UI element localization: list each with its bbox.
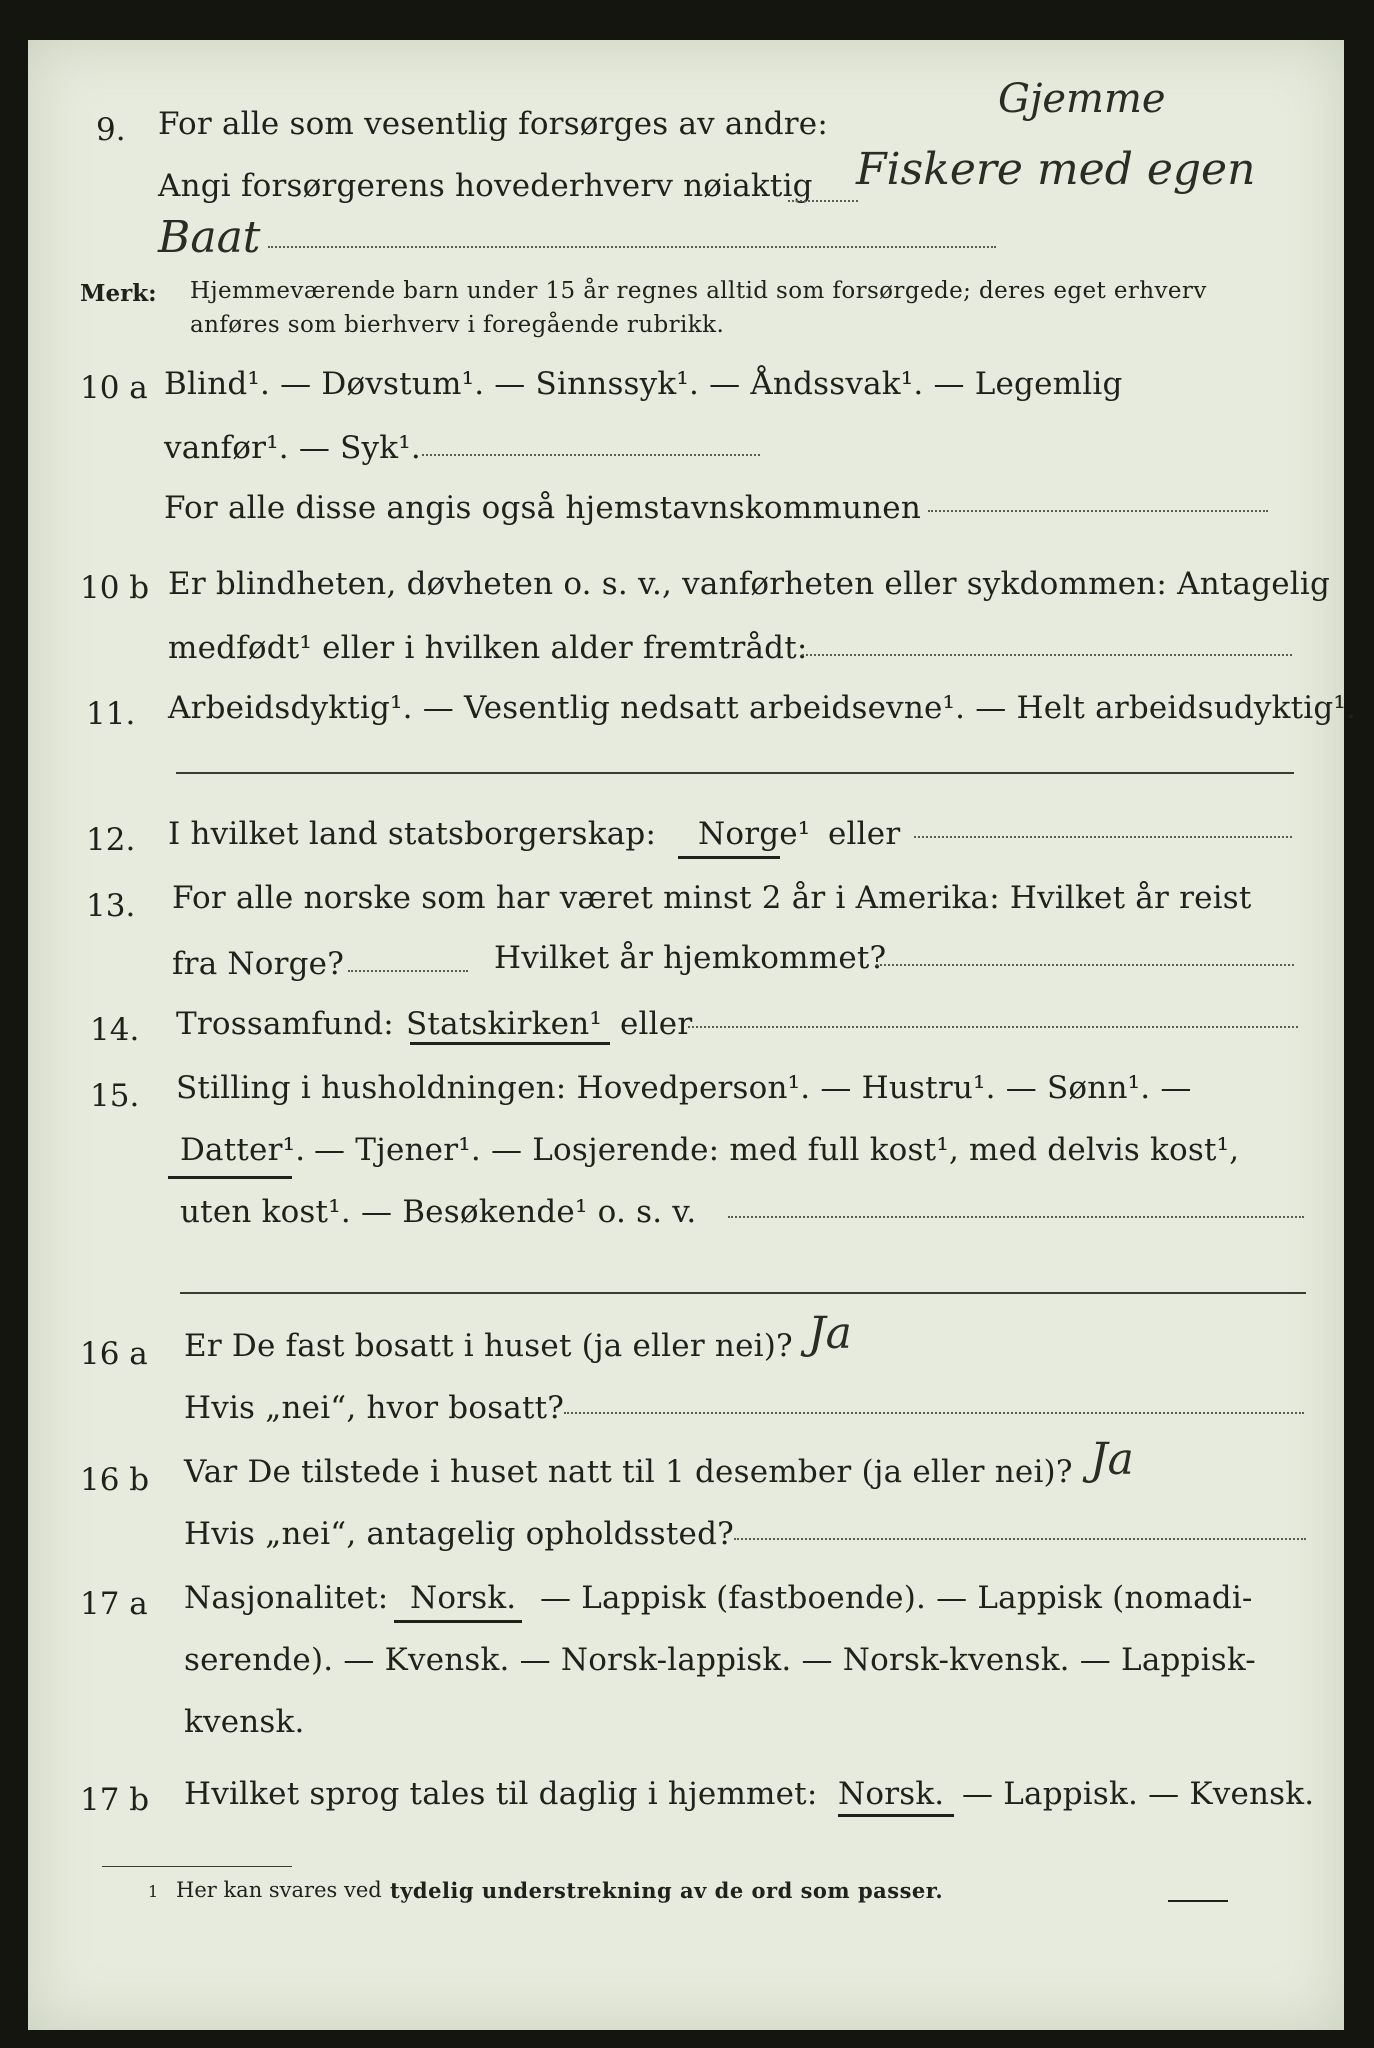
q14-answer-line xyxy=(688,1026,1298,1028)
merk-label: Merk: xyxy=(80,280,157,307)
q10a-answer-line xyxy=(422,454,760,456)
footnote-text-b-bold: tydelig understrekning av de ord som passer. xyxy=(390,1878,944,1903)
q14-suffix: eller xyxy=(620,1006,693,1042)
merk-line1: Hjemmeværende barn under 15 år regnes alltid som forsørgede; deres eget erhverv xyxy=(190,278,1207,304)
census-form-page xyxy=(28,40,1357,2030)
footnote-pen-mark xyxy=(1168,1900,1228,1902)
q11-number: 11. xyxy=(86,696,136,732)
q17b-prefix: Hvilket sprog tales til daglig i hjemmet: xyxy=(184,1776,818,1812)
q15-option-datter: Datter¹. xyxy=(180,1132,306,1168)
q13-line2a: fra Norge? xyxy=(172,946,345,982)
q16b-answer-line xyxy=(734,1538,1306,1540)
q17a-line1: — Lappisk (fastboende). — Lappisk (nomadi- xyxy=(540,1580,1253,1616)
footnote-rule xyxy=(102,1866,292,1867)
q16b-line1: Var De tilstede i huset natt til 1 desember (ja eller nei)? xyxy=(184,1454,1073,1490)
q12-suffix: eller xyxy=(828,816,901,852)
footnote-text-a: Her kan svares ved xyxy=(176,1878,382,1902)
q15-answer-rule xyxy=(180,1292,1306,1294)
q15-number: 15. xyxy=(90,1078,140,1114)
q17b-norsk-underline xyxy=(838,1814,954,1817)
q9-handwritten-top: Gjemme xyxy=(998,76,1166,122)
q10a-line3: For alle disse angis også hjemstavnskommunen xyxy=(164,490,921,526)
q11-line1: Arbeidsdyktig¹. — Vesentlig nedsatt arbeidsevne¹. — Helt arbeidsudyktig¹. xyxy=(168,690,1357,726)
q9-handwritten-answer: Fiskere med egen xyxy=(856,144,1256,195)
q10a-answer-line-2 xyxy=(928,510,1268,512)
q17a-number: 17 a xyxy=(80,1586,148,1622)
q13-left-answer-line xyxy=(348,970,468,972)
q16a-line2: Hvis „nei“, hvor bosatt? xyxy=(184,1390,565,1426)
q16a-answer-line xyxy=(564,1412,1304,1414)
footnote-text-b xyxy=(390,1878,943,1903)
footnote-mark: 1 xyxy=(148,1882,159,1901)
q12-answer-line xyxy=(914,836,1292,838)
q14-prefix: Trossamfund: xyxy=(176,1006,394,1042)
q16a-handwritten-answer: Ja xyxy=(808,1308,852,1359)
q12-norge-underline xyxy=(678,856,780,859)
q15-answer-line xyxy=(728,1216,1304,1218)
q14-option-statskirken: Statskirken¹ xyxy=(406,1006,602,1042)
q17b-option-norsk: Norsk. xyxy=(838,1776,945,1812)
q10b-answer-line xyxy=(802,654,1292,656)
q12-number: 12. xyxy=(86,822,136,858)
q10b-line1: Er blindheten, døvheten o. s. v., vanførheten eller sykdommen: Antagelig xyxy=(168,566,1331,602)
q16b-line2: Hvis „nei“, antagelig opholdssted? xyxy=(184,1516,734,1552)
q10b-line2: medfødt¹ eller i hvilken alder fremtrådt: xyxy=(168,630,808,666)
q9-line2: Angi forsørgerens hovederhverv nøiaktig xyxy=(158,168,813,204)
q10a-line1: Blind¹. — Døvstum¹. — Sinnssyk¹. — Åndssvak¹. — Legemlig xyxy=(164,366,1123,402)
q15-line1: Stilling i husholdningen: Hovedperson¹. — Hustru¹. — Sønn¹. — xyxy=(176,1070,1192,1106)
q17b-suffix: — Lappisk. — Kvensk. xyxy=(962,1776,1315,1812)
q17a-line2: serende). — Kvensk. — Norsk-lappisk. — Norsk-kvensk. — Lappisk- xyxy=(184,1642,1256,1678)
q9-number: 9. xyxy=(96,112,126,148)
q15-datter-underline xyxy=(168,1176,292,1179)
q11-answer-rule xyxy=(176,772,1294,774)
q13-line2b: Hvilket år hjemkommet? xyxy=(494,940,887,976)
q13-number: 13. xyxy=(86,888,136,924)
q16b-number: 16 b xyxy=(80,1462,150,1498)
q10b-number: 10 b xyxy=(80,570,150,606)
q9-answer-line xyxy=(788,200,858,202)
q10a-line2: vanfør¹. — Syk¹. xyxy=(164,430,421,466)
q17a-prefix: Nasjonalitet: xyxy=(184,1580,389,1616)
q15-line3: uten kost¹. — Besøkende¹ o. s. v. xyxy=(180,1194,697,1230)
q9-handwritten-answer-2: Baat xyxy=(158,212,261,263)
q13-right-answer-line xyxy=(876,964,1294,966)
q16a-number: 16 a xyxy=(80,1336,148,1372)
q17a-line3: kvensk. xyxy=(184,1704,305,1740)
merk-line2: anføres som bierhverv i foregående rubrikk. xyxy=(190,312,725,338)
q17b-number: 17 b xyxy=(80,1782,150,1818)
q9-answer-line-2 xyxy=(268,246,996,248)
q13-line1: For alle norske som har været minst 2 år i Amerika: Hvilket år reist xyxy=(172,880,1252,916)
q9-line1: For alle som vesentlig forsørges av andre: xyxy=(158,106,828,142)
q16b-handwritten-answer: Ja xyxy=(1090,1434,1134,1485)
q17a-option-norsk: Norsk. xyxy=(410,1580,517,1616)
q12-prefix: I hvilket land statsborgerskap: xyxy=(168,816,657,852)
q16a-line1: Er De fast bosatt i huset (ja eller nei)? xyxy=(184,1328,793,1364)
q14-statskirken-underline xyxy=(410,1042,610,1045)
q10a-number: 10 a xyxy=(80,370,148,406)
q15-line2: — Tjener¹. — Losjerende: med full kost¹, med delvis kost¹, xyxy=(314,1132,1240,1168)
q12-option-norge: Norge¹ xyxy=(698,816,811,852)
q17a-norsk-underline xyxy=(394,1620,522,1623)
q14-number: 14. xyxy=(90,1012,140,1048)
